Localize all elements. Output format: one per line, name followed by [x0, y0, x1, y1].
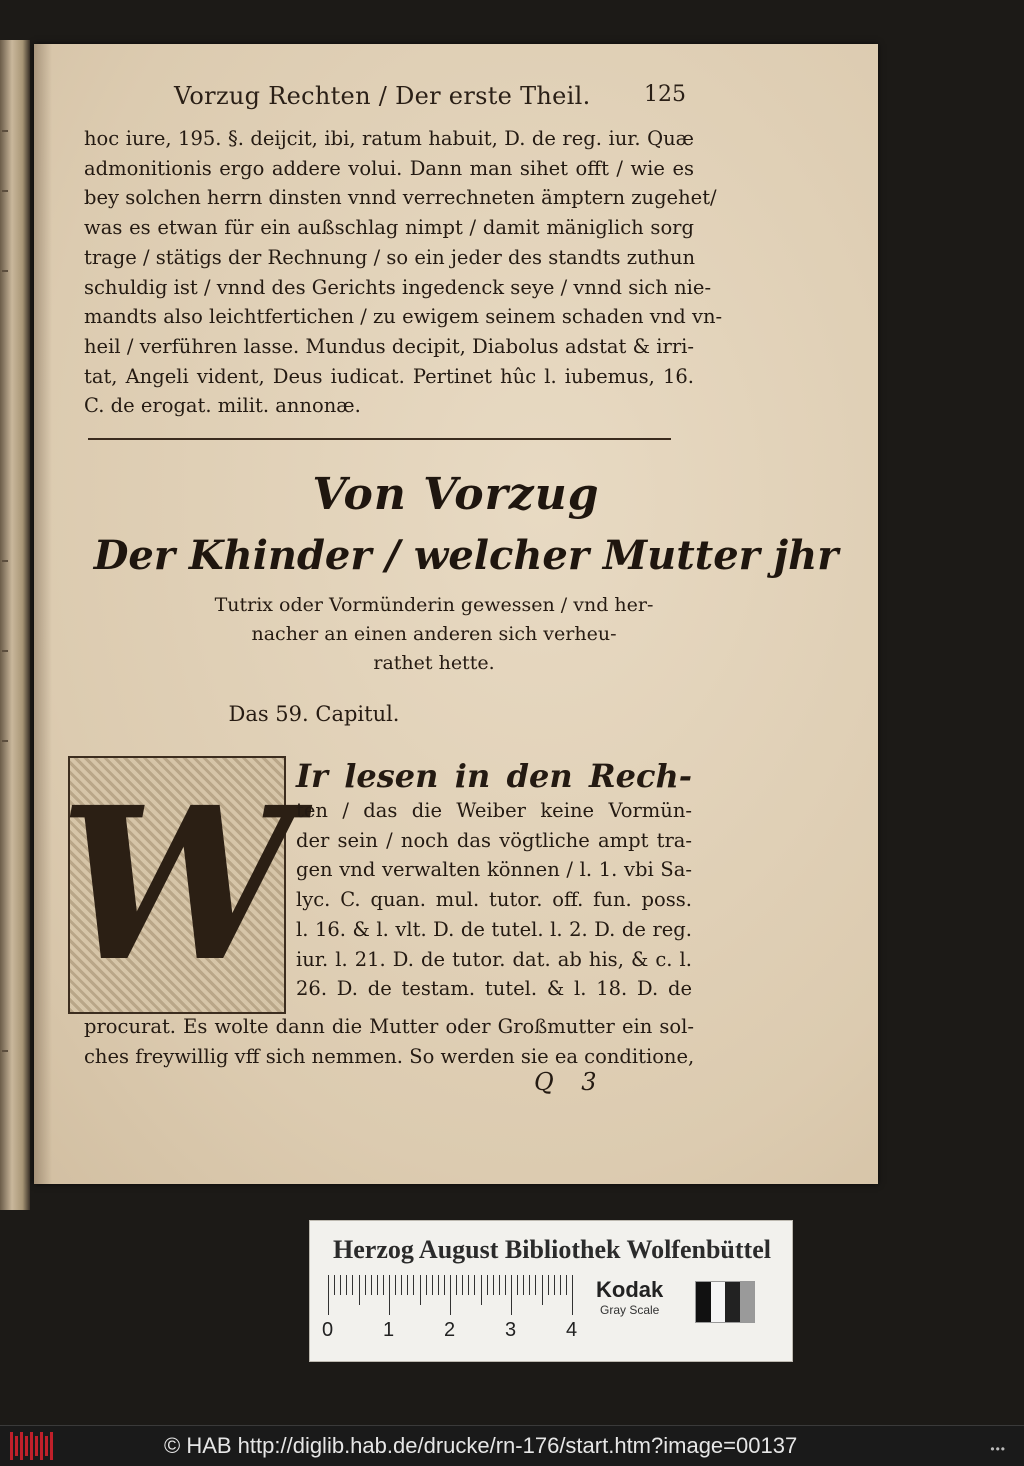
- body-paragraph: [84, 124, 723, 421]
- ruler-tick: [499, 1275, 500, 1295]
- paragraph-continuation: [84, 1012, 694, 1071]
- ruler-tick: [505, 1275, 506, 1295]
- text-line: schuldig ist / vnnd des Gerichts ingedenck seye / vnnd sich nie-: [84, 275, 712, 299]
- text-line: trage / stätigs der Rechnung / so ein jeder des standts zuthun: [84, 245, 696, 269]
- ruler-tick: [413, 1275, 414, 1295]
- text-line: lyc. C. quan. mul. tutor. off. fun. poss.: [296, 888, 692, 912]
- more-options-icon[interactable]: •••: [990, 1442, 1006, 1456]
- ruler-tick: [346, 1275, 347, 1295]
- ruler-tick: [395, 1275, 396, 1295]
- text-line: bey solchen herrn dinsten vnnd verrechneten ämptern zugehet/: [84, 186, 717, 210]
- ruler-tick: [438, 1275, 439, 1295]
- ruler-tick: [487, 1275, 488, 1295]
- measurement-ruler: [322, 1275, 588, 1341]
- ruler-number: 3: [505, 1319, 517, 1341]
- ruler-number: 4: [566, 1319, 578, 1341]
- chapter-number: Das 59. Capitul.: [228, 702, 400, 726]
- ruler-tick: [407, 1275, 408, 1295]
- text-line: Ir lesen in den Rech-: [296, 757, 692, 795]
- text-line: der sein / noch das vögtliche ampt tra-: [296, 828, 692, 852]
- text-line: tat, Angeli vident, Deus iudicat. Pertinet hûc l. iubemus, 16.: [84, 364, 694, 388]
- text-line: heil / verführen lasse. Mundus decipit, Diabolus adstat & irri-: [84, 334, 694, 358]
- ruler-tick: [371, 1275, 372, 1295]
- library-name: Herzog August Bibliothek Wolfenbüttel: [333, 1235, 771, 1264]
- ruler-tick: [493, 1275, 494, 1295]
- ruler-tick: [572, 1275, 573, 1315]
- page-gutter-shadow: [34, 44, 52, 1184]
- page-number: 125: [644, 82, 686, 107]
- text-line: ten / das die Weiber keine Vormün-: [296, 799, 692, 822]
- ruler-tick: [420, 1275, 421, 1305]
- text-line: C. de erogat. milit. annonæ.: [84, 394, 361, 418]
- ruler-tick: [377, 1275, 378, 1295]
- ruler-tick: [481, 1275, 482, 1305]
- ruler-number: 0: [322, 1319, 334, 1341]
- ruler-tick: [432, 1275, 433, 1295]
- ruler-tick: [365, 1275, 366, 1295]
- ruler-tick: [517, 1275, 518, 1295]
- ruler-tick: [389, 1275, 390, 1315]
- section-divider: [88, 438, 671, 440]
- ruler-tick: [426, 1275, 427, 1295]
- ruler-tick: [352, 1275, 353, 1295]
- ruler-tick: [548, 1275, 549, 1295]
- text-line: iur. l. 21. D. de tutor. dat. ab his, & c. l.: [296, 947, 692, 971]
- ruler-number: 2: [444, 1319, 456, 1341]
- footer-bar: [0, 1425, 1024, 1466]
- ruler-tick: [560, 1275, 561, 1295]
- chapter-title-second-line: Der Khinder / welcher Mutter jhr: [93, 532, 839, 579]
- printer-signature-mark: Q 3: [534, 1068, 607, 1096]
- brand-name: Kodak: [596, 1277, 664, 1302]
- color-calibration-card: [309, 1220, 793, 1362]
- ruler-tick: [383, 1275, 384, 1295]
- ruler-tick: [456, 1275, 457, 1295]
- ruler-tick: [359, 1275, 360, 1305]
- opening-paragraph: [296, 756, 692, 1004]
- text-line: ches freywillig vff sich nemmen. So werden sie ea conditione,: [84, 1044, 695, 1068]
- ruler-tick: [462, 1275, 463, 1295]
- text-line: was es etwan für ein außschlag nimpt / damit mäniglich sorg: [84, 216, 694, 240]
- ruler-tick: [542, 1275, 543, 1305]
- text-line: hoc iure, 195. §. deijcit, ibi, ratum habuit, D. de reg. iur. Quæ: [84, 127, 694, 150]
- chapter-subtitle-line: Tutrix oder Vormünderin gewessen / vnd her-: [214, 594, 654, 616]
- ruler-tick: [334, 1275, 335, 1295]
- ruler-tick: [511, 1275, 512, 1315]
- ruler-tick: [523, 1275, 524, 1295]
- text-line: admonitionis ergo addere volui. Dann man sihet offt / wie es: [84, 156, 694, 180]
- ruler-tick: [450, 1275, 451, 1315]
- running-head: Vorzug Rechten / Der erste Theil.: [174, 82, 591, 110]
- hab-logo-icon: [10, 1432, 54, 1460]
- ruler-tick: [444, 1275, 445, 1295]
- ruler-tick: [474, 1275, 475, 1295]
- gray-scale-swatches: [695, 1281, 755, 1323]
- text-line: l. 16. & l. vlt. D. de tutel. l. 2. D. de reg.: [296, 917, 692, 941]
- brand-subtitle: Gray Scale: [600, 1303, 660, 1317]
- ruler-tick: [554, 1275, 555, 1295]
- chapter-subtitle-line: nacher an einen anderen sich verheu-: [251, 623, 617, 645]
- ruler-tick: [566, 1275, 567, 1295]
- copyright-link[interactable]: © HAB http://diglib.hab.de/drucke/rn-176/start.htm?image=00137: [164, 1433, 798, 1458]
- ruler-tick: [529, 1275, 530, 1295]
- text-line: gen vnd verwalten können / l. 1. vbi Sa-: [296, 858, 692, 882]
- chapter-subtitle-line: rathet hette.: [373, 652, 495, 674]
- ruler-tick: [401, 1275, 402, 1295]
- text-line: procurat. Es wolte dann die Mutter oder Großmutter ein sol-: [84, 1015, 694, 1038]
- chapter-title: Von Vorzug: [312, 469, 600, 520]
- decorated-initial: [59, 756, 295, 1014]
- ruler-number: 1: [383, 1319, 395, 1341]
- ruler-tick: [535, 1275, 536, 1295]
- text-line: mandts also leichtfertichen / zu ewigem seinem schaden vnd vn-: [84, 305, 723, 329]
- previous-page-edge: [0, 40, 30, 1210]
- ruler-tick: [468, 1275, 469, 1295]
- ruler-tick: [328, 1275, 329, 1315]
- ruler-tick: [340, 1275, 341, 1295]
- text-line: 26. D. de testam. tutel. & l. 18. D. de: [296, 977, 692, 1001]
- initial-letter: W: [59, 761, 295, 1008]
- book-page: [34, 44, 878, 1184]
